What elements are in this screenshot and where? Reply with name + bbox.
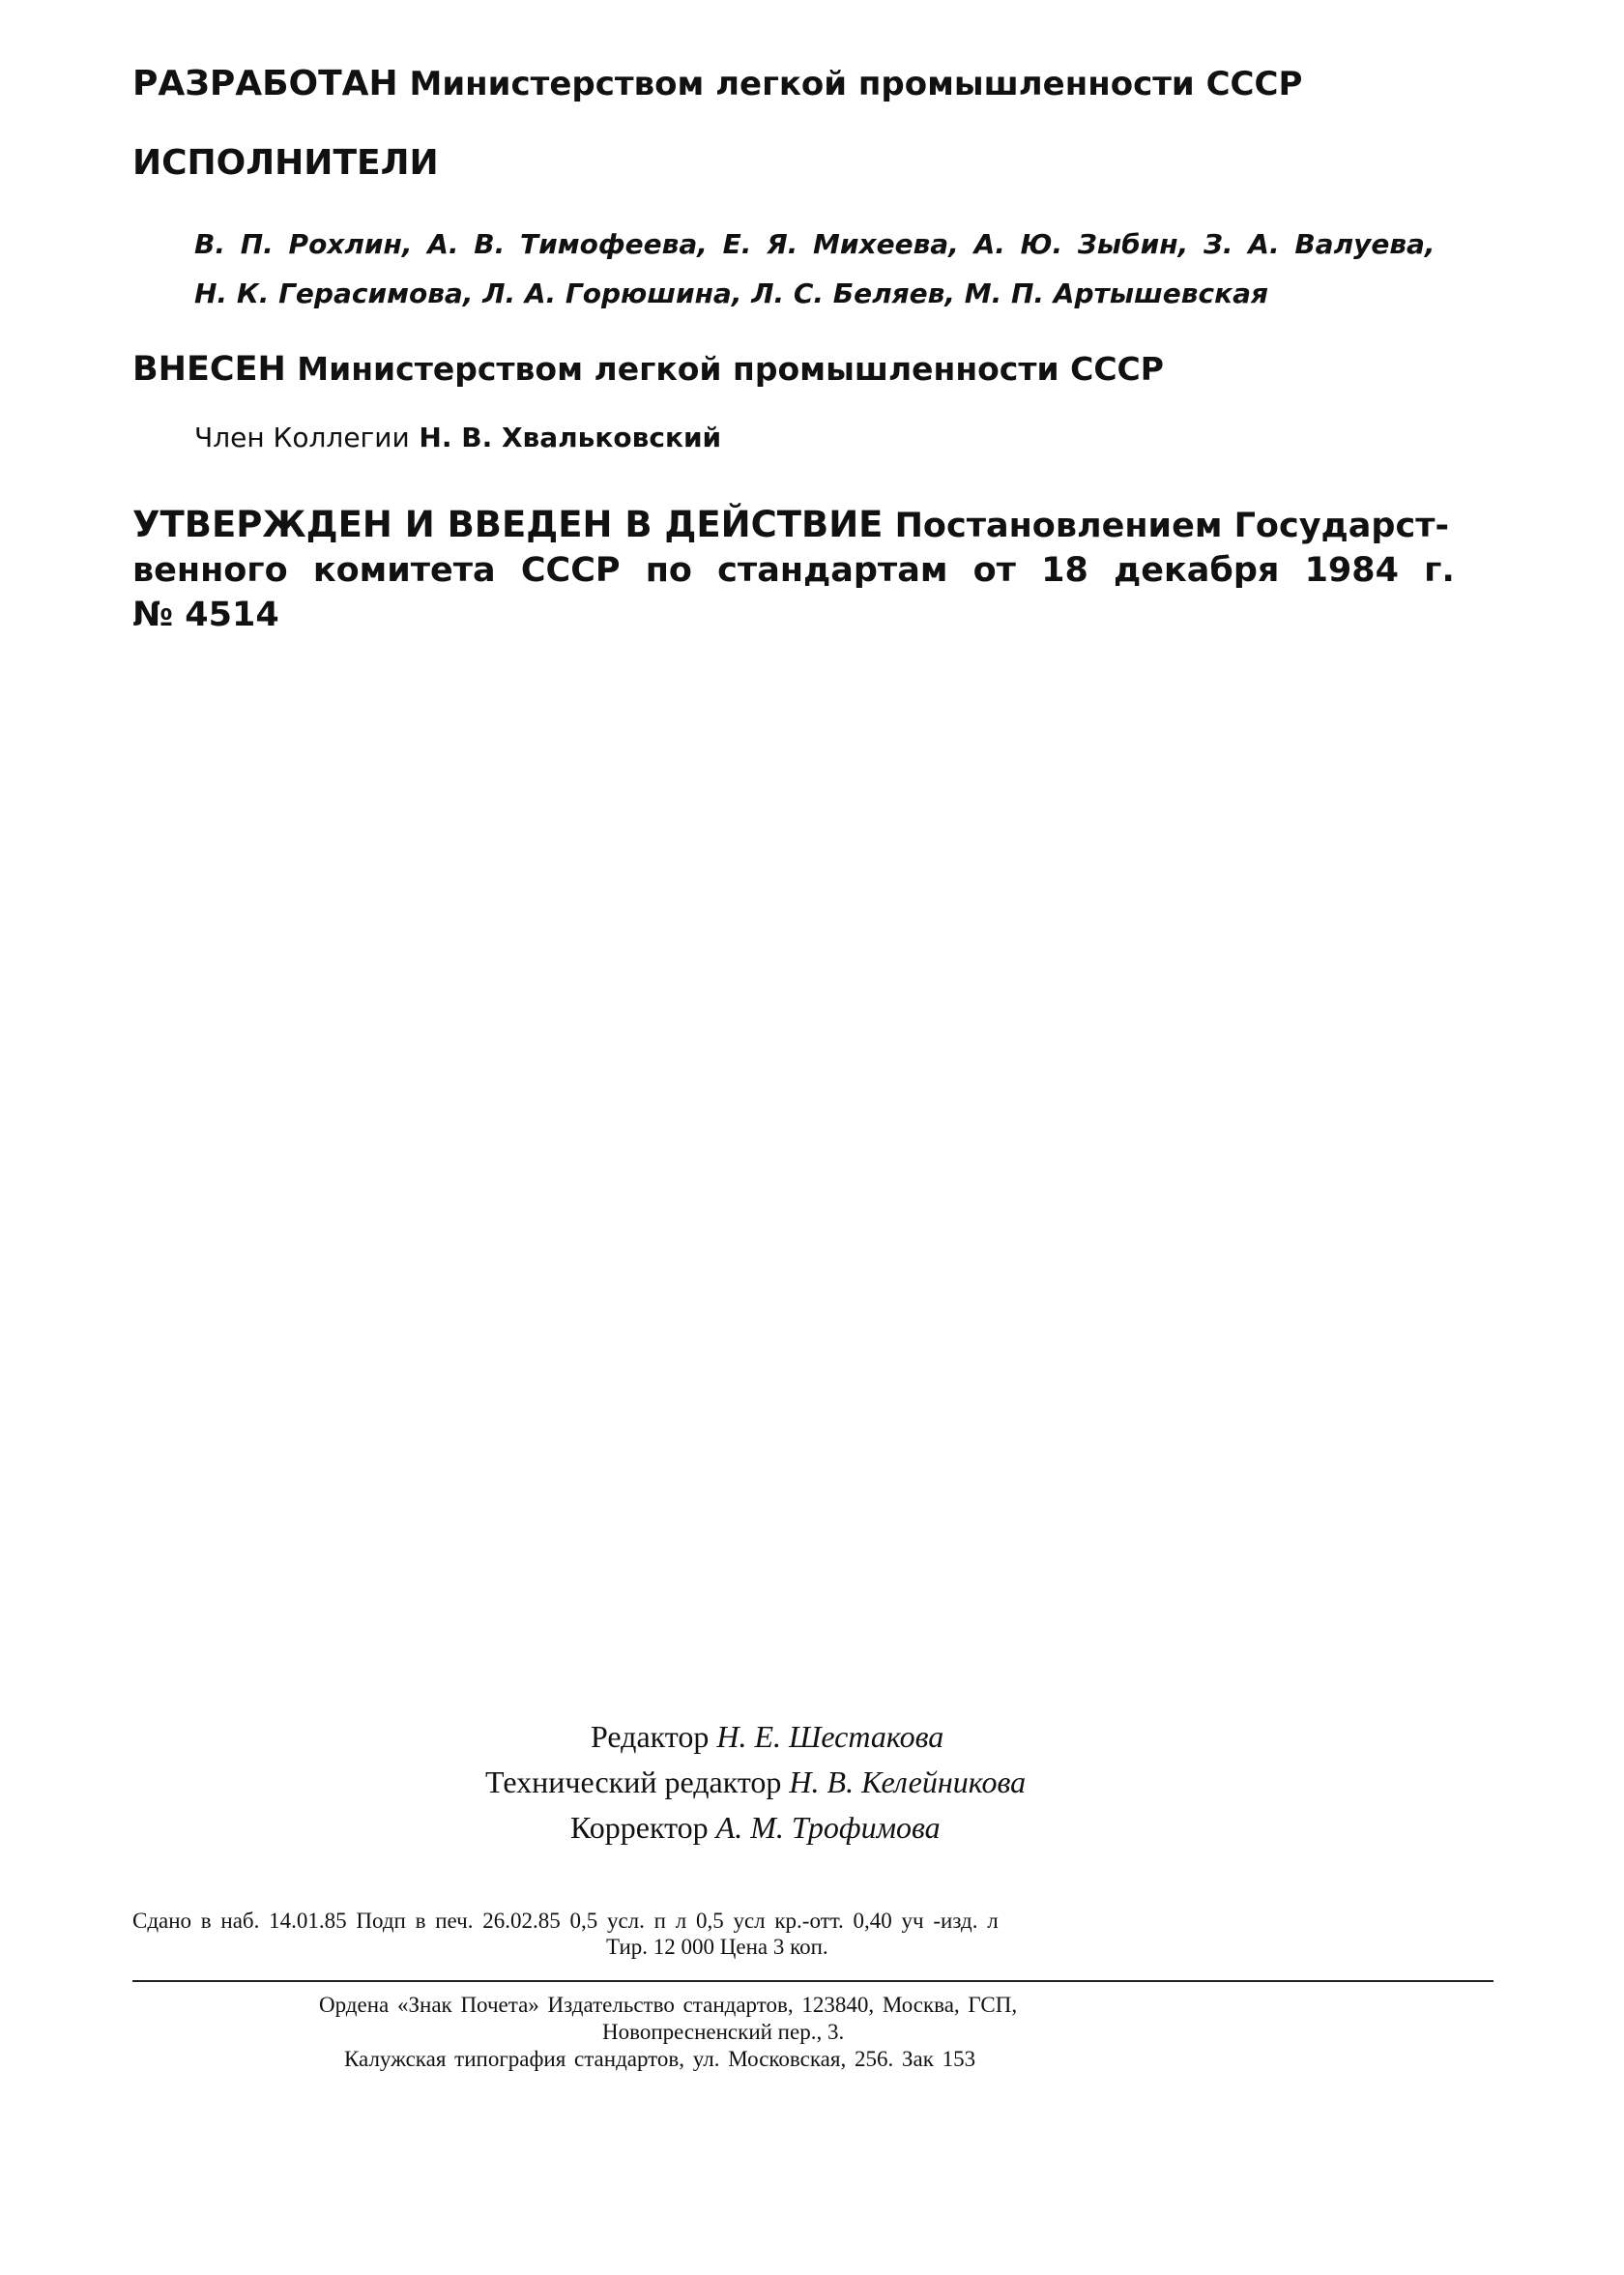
editor-label: Редактор — [591, 1719, 710, 1754]
executors-line-2: Н. К. Герасимова, Л. А. Горюшина, Л. С. Беляев, М. П. Артышевская — [194, 277, 1268, 309]
publisher-line-2: Новопресненский пер., 3. — [602, 2020, 845, 2044]
publisher-line-1: Ордена «Знак Почета» Издательство стандартов, 123840, Москва, ГСП, — [319, 1993, 1018, 2017]
executors-heading: ИСПОЛНИТЕЛИ — [132, 143, 439, 183]
tech-editor-row — [485, 1760, 1026, 1805]
imprint-line-1: Сдано в наб. 14.01.85 Подп в печ. 26.02.85 0,5 усл. п л 0,5 усл кр.-отт. 0,40 уч -изд. л — [132, 1909, 999, 1933]
board-member-line — [194, 422, 721, 453]
approval-line-1 — [132, 503, 1505, 548]
introduced-label: ВНЕСЕН — [132, 350, 286, 389]
editor-row — [591, 1714, 943, 1760]
tech-editor-label: Технический редактор — [485, 1765, 782, 1799]
imprint-line-2: Тир. 12 000 Цена 3 коп. — [606, 1935, 828, 1959]
executors-list — [194, 219, 1490, 318]
publisher-line-3: Калужская типография стандартов, ул. Московская, 256. Зак 153 — [344, 2047, 976, 2071]
corrector-name: А. М. Трофимова — [715, 1810, 941, 1845]
approval-decree: Постановлением Государст- — [894, 507, 1450, 545]
corrector-row — [570, 1805, 941, 1851]
introduced-by-line — [132, 350, 1164, 389]
board-member-prefix: Член Коллегии — [194, 422, 410, 453]
corrector-label: Корректор — [570, 1810, 709, 1845]
approval-paragraph — [132, 503, 1505, 637]
executors-line-1: В. П. Рохлин, А. В. Тимофеева, Е. Я. Михеева, А. Ю. Зыбин, З. А. Валуева, — [194, 228, 1436, 260]
developed-org: Министерством легкой промышленности СССР — [409, 65, 1303, 103]
developed-by-line — [132, 64, 1302, 103]
approval-line-2: венного комитета СССР по стандартам от 18 декабря 1984 г. — [132, 551, 1455, 590]
divider — [132, 1980, 1494, 1982]
tech-editor-name: Н. В. Келейникова — [789, 1765, 1027, 1799]
developed-label: РАЗРАБОТАН — [132, 64, 398, 103]
approval-label: УТВЕРЖДЕН И ВВЕДЕН В ДЕЙСТВИЕ — [132, 504, 884, 545]
board-member-name: Н. В. Хвальковский — [419, 422, 722, 453]
approval-number: № 4514 — [132, 596, 279, 634]
introduced-org: Министерством легкой промышленности СССР — [297, 350, 1164, 388]
editor-name: Н. Е. Шестакова — [716, 1719, 944, 1754]
